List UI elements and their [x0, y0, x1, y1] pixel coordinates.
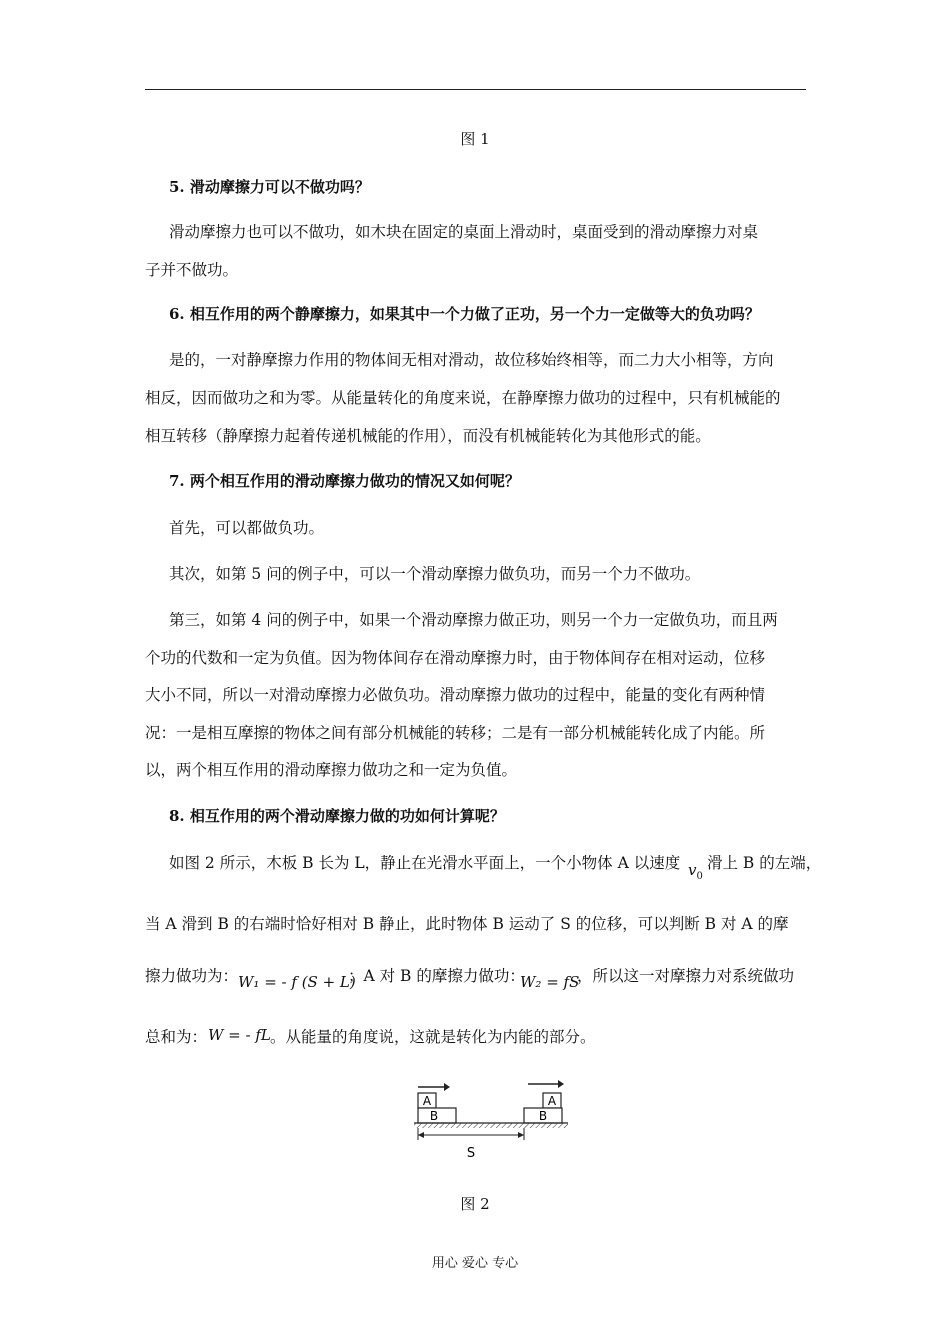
- label-a-right: A: [547, 1094, 557, 1108]
- ground-hatching: [414, 1123, 568, 1128]
- label-b-left: B: [429, 1109, 439, 1123]
- q7-line-2: 个功的代数和一定为负值。因为物体间存在滑动摩擦力时，由于物体间存在相对运动，位移: [145, 649, 766, 667]
- q7-line-1: 第三，如第 4 问的例子中，如果一个滑动摩擦力做正功，则另一个力一定做负功，而且两: [169, 611, 778, 629]
- q5-heading: 5. 滑动摩擦力可以不做功吗？: [169, 178, 370, 196]
- label-b-right: B: [538, 1109, 548, 1123]
- page-footer: 用心 爱心 专心: [431, 1256, 519, 1271]
- q7-para-1: 首先，可以都做负功。: [169, 519, 325, 537]
- q7-line-5: 以，两个相互作用的滑动摩擦力做功之和一定为负值。: [145, 761, 518, 779]
- formula-w-total: W = - fL: [208, 1026, 271, 1044]
- q7-para-2: 其次，如第 5 问的例子中，可以一个滑动摩擦力做负功，而另一个力不做功。: [169, 565, 701, 583]
- q6-line-1: 是的，一对静摩擦力作用的物体间无相对滑动，故位移始终相等，而二力大小相等，方向: [169, 351, 774, 369]
- q7-line-3: 大小不同，所以一对滑动摩擦力必做负功。滑动摩擦力做功的过程中，能量的变化有两种情: [145, 686, 766, 704]
- q8-line-3b: ；A 对 B 的摩擦力做功：: [348, 967, 525, 985]
- q6-line-3: 相互转移（静摩擦力起着传递机械能的作用），而没有机械能转化为其他形式的能。: [145, 427, 711, 445]
- q8-line-4a: 总和为：: [145, 1028, 208, 1046]
- formula-w1: W₁ = - f (S + L): [238, 973, 356, 991]
- q8-line-1a: 如图 2 所示，木板 B 长为 L，静止在光滑水平面上，一个小物体 A 以速度: [169, 854, 681, 872]
- label-a-left: A: [422, 1094, 432, 1108]
- q8-line-2: 当 A 滑到 B 的右端时恰好相对 B 静止，此时物体 B 运动了 S 的位移，可以判断 B 对 A 的摩: [145, 915, 789, 933]
- figure2-caption: 图 2: [460, 1195, 490, 1213]
- q7-heading: 7. 两个相互作用的滑动摩擦力做功的情况又如何呢？: [169, 472, 520, 490]
- q5-line-1: 滑动摩擦力也可以不做功，如木块在固定的桌面上滑动时，桌面受到的滑动摩擦力对桌: [169, 223, 759, 241]
- q6-line-2: 相反，因而做功之和为零。从能量转化的角度来说，在静摩擦力做功的过程中，只有机械能的: [145, 389, 781, 407]
- q5-line-2: 子并不做功。: [145, 261, 239, 279]
- figure2-diagram: [410, 1078, 570, 1168]
- q8-heading: 8. 相互作用的两个滑动摩擦力做的功如何计算呢？: [169, 807, 505, 825]
- formula-w2: W₂ = fS: [520, 973, 580, 991]
- q8-line-3c: ，所以这一对摩擦力对系统做功: [577, 967, 795, 985]
- figure1-caption: 图 1: [460, 130, 490, 148]
- q7-line-4: 况：一是相互摩擦的物体之间有部分机械能的转移；二是有一部分机械能转化成了内能。所: [145, 724, 766, 742]
- q8-line-1b: 滑上 B 的左端，: [707, 854, 822, 872]
- v0-symbol: $v_0$: [688, 861, 703, 882]
- label-s: S: [466, 1146, 476, 1161]
- q8-line-3a: 擦力做功为：: [145, 967, 239, 985]
- q8-line-4b: 。从能量的角度说，这就是转化为内能的部分。: [270, 1028, 596, 1046]
- header-rule: [145, 89, 806, 90]
- q6-heading: 6. 相互作用的两个静摩擦力，如果其中一个力做了正功，另一个力一定做等大的负功吗？: [169, 305, 760, 323]
